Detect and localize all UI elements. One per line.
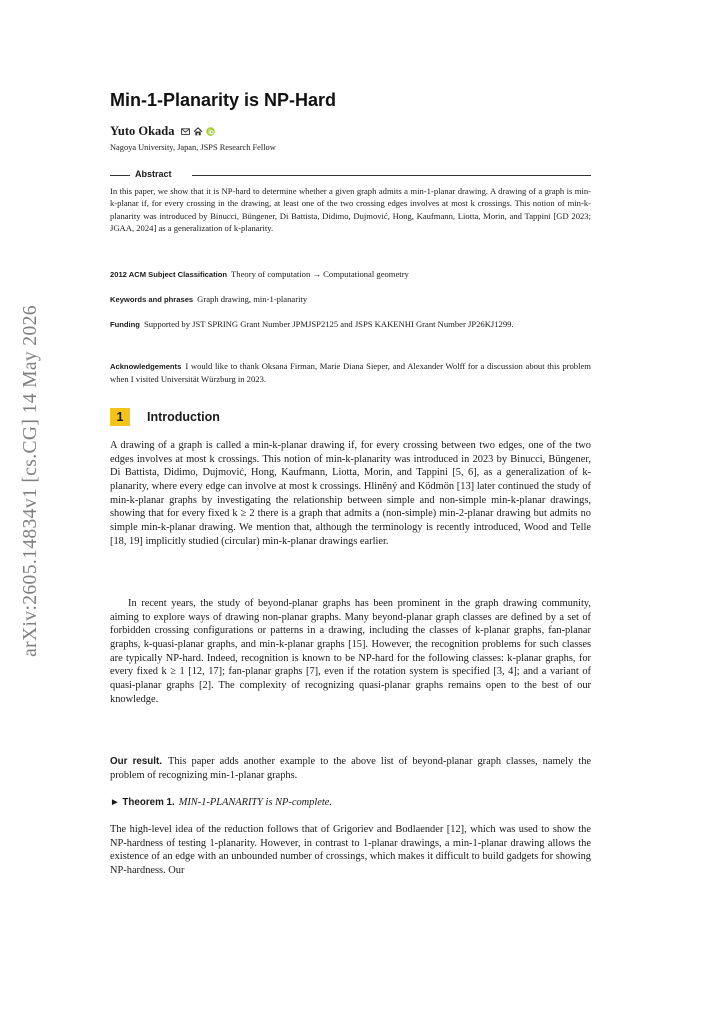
author-line: [110, 124, 215, 139]
theorem-1-statement: MIN-1-PLANARITY is NP-complete.: [178, 797, 332, 808]
funding: [110, 318, 591, 331]
home-icon[interactable]: [193, 127, 203, 136]
arxiv-identifier-stamp: [18, 293, 44, 669]
section-number: 1: [110, 408, 130, 426]
section-heading: [110, 408, 220, 426]
funding-label: Funding: [110, 320, 140, 329]
keywords-text: Graph drawing, min-1-planarity: [197, 294, 308, 304]
theorem-1-lead: ► Theorem 1.: [110, 797, 175, 808]
acknowledgements-text: I would like to thank Oksana Firman, Marie Diana Sieper, and Alexander Wolff for a discussion about this problem when I visited Universität Würzburg in 2023.: [110, 361, 591, 385]
envelope-icon[interactable]: [181, 127, 190, 136]
intro-paragraph-1: A drawing of a graph is called a min-k-planar drawing if, for every crossing between two edges, one of the two edges involves at most k crossings. This notion of min-k-planarity was introduced in 2023 by Binucci, Büngener, Di Battista, Didimo, Dujmović, Hong, Kaufmann, Liotta, Morin, and Tappini [5, 6], as a generalization of k-planarity, where every edge can involve at most k crossings. Hliněný and Ködmön [13] later continued the study of min-k-planar graphs by investigating the relationship between simple and non-simple min-k-planar drawings, showing that for every fixed k ≥ 2 there is a graph that admits a (non-simple) min-2-planar drawing but admits no simple min-k-planar drawing. We mention that, although the terminology is recently introduced, Wood and Telle [18, 19] implicitly studied (circular) min-k-planar drawings earlier.: [110, 440, 591, 547]
our-result-paragraph: [110, 755, 591, 782]
acknowledgements-label: Acknowledgements: [110, 362, 182, 371]
acm-classification-label: 2012 ACM Subject Classification: [110, 270, 228, 279]
section-title: Introduction: [147, 410, 220, 424]
funding-text: Supported by JST SPRING Grant Number JPMJSP2125 and JSPS KAKENHI Grant Number JP26KJ1299.: [143, 319, 514, 329]
theorem-1: [110, 796, 591, 810]
acknowledgements: [110, 360, 591, 386]
orcid-icon[interactable]: [206, 127, 215, 136]
abstract-rule-left: [110, 175, 130, 176]
keywords-label: Keywords and phrases: [110, 295, 194, 304]
our-result-text: This paper adds another example to the above list of beyond-planar graph classes, namely the problem of recognizing min-1-planar graphs.: [110, 756, 591, 781]
abstract-text: In this paper, we show that it is NP-hard to determine whether a given graph admits a min-1-planar drawing. A drawing of a graph is min-k-planar if, for every crossing in the drawing, at least one of the two crossing edges involves at most k crossings. This notion of min-k-planarity was introduced by Binucci, Büngener, Di Battista, Didimo, Dujmović, Hong, Kaufmann, Liotta, Morin, and Tappini [GD 2023; JGAA, 2024] as a generalization of k-planarity.: [110, 186, 591, 234]
arxiv-stamp-text: arXiv:2605.14834v1 [cs.CG] 14 May 2026: [20, 305, 41, 657]
author-name: Yuto Okada: [110, 124, 175, 138]
our-result-lead: Our result.: [110, 756, 162, 767]
intro-paragraph-2: In recent years, the study of beyond-planar graphs has been prominent in the graph drawing community, aiming to explore ways of drawing non-planar graphs. Many beyond-planar graph classes are defined by a set of forbidden crossing configurations or patterns in a drawing, including the classes of k-planar graphs, fan-planar graphs, k-quasi-planar graphs, and min-k-planar graphs [15]. However, the recognition problems for such classes are typically NP-hard. Indeed, recognition is known to be NP-hard for the following classes: k-planar graphs, for every fixed k ≥ 1 [12, 17]; fan-planar graphs [7], even if the rotation system is specified [3, 4]; and a variant of quasi-planar graphs [2]. The complexity of recognizing quasi-planar graphs remains open to the best of our knowledge.: [110, 598, 591, 705]
abstract-label: Abstract: [135, 169, 172, 179]
abstract-rule-right: [192, 175, 591, 176]
abstract-heading: [110, 169, 591, 181]
keywords: [110, 293, 591, 306]
acm-classification: [110, 268, 591, 281]
acm-classification-text: Theory of computation → Computational geometry: [231, 269, 409, 279]
author-affiliation: Nagoya University, Japan, JSPS Research Fellow: [110, 143, 276, 152]
paper-title: Min-1-Planarity is NP-Hard: [110, 90, 337, 110]
intro-paragraph-3: The high-level idea of the reduction follows that of Grigoriev and Bodlaender [12], which was used to show the NP-hardness of testing 1-planarity. However, in contrast to 1-planar drawings, a min-1-planar drawing allows the existence of an edge with an unbounded number of crossings, which makes it difficult to build gadgets for showing NP-hardness. Our: [110, 824, 591, 876]
